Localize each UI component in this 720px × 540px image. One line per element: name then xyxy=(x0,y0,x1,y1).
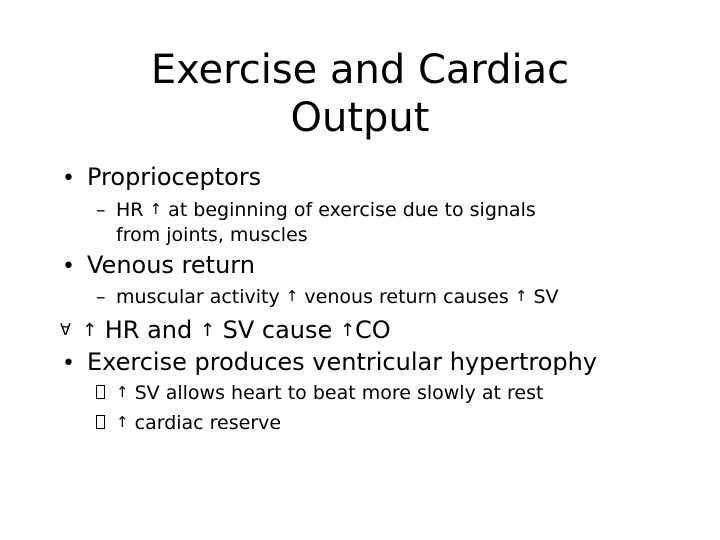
bullet-text: CO xyxy=(355,316,391,344)
sub-bullet-sv-slow-heart xyxy=(96,381,543,406)
bullet-ventricular-hypertrophy xyxy=(62,348,597,378)
sub-bullet-text: SV allows heart to beat more slowly at rest xyxy=(134,382,544,404)
sub-bullet-text: HR xyxy=(116,199,144,221)
up-arrow-icon: ↑ xyxy=(149,200,163,218)
sub-bullet-hr-signals xyxy=(96,198,616,247)
sub-bullet-text: cardiac reserve xyxy=(134,412,282,434)
up-arrow-icon: ↑ xyxy=(116,383,129,401)
sub-bullet-text: SV xyxy=(533,286,559,308)
up-arrow-icon: ↑ xyxy=(82,320,98,341)
bullet-marker: • xyxy=(62,166,75,191)
for-all-marker: ∀ xyxy=(60,320,71,339)
bullet-marker: • xyxy=(62,351,75,376)
sub-bullet-text: muscular activity xyxy=(116,286,280,308)
sub-bullet-text: at beginning of exercise due to signals xyxy=(168,199,536,221)
box-marker-icon xyxy=(96,411,114,435)
up-arrow-icon: ↑ xyxy=(339,320,356,341)
bullet-venous-return xyxy=(62,251,255,281)
slide-title-line-2: Output xyxy=(290,95,430,141)
bullet-proprioceptors xyxy=(62,163,261,193)
bullet-text: Venous return xyxy=(87,251,255,279)
bullet-text: HR and xyxy=(104,316,193,344)
bullet-text: SV cause xyxy=(222,316,333,344)
sub-bullet-cardiac-reserve xyxy=(96,411,281,436)
sub-bullet-text: venous return causes xyxy=(304,286,509,308)
up-arrow-icon: ↑ xyxy=(285,287,299,305)
up-arrow-icon: ↑ xyxy=(116,413,129,431)
bullet-text: Proprioceptors xyxy=(87,163,262,191)
up-arrow-icon: ↑ xyxy=(199,320,215,341)
sub-bullet-muscular-activity xyxy=(96,285,559,310)
slide-title-line-1: Exercise and Cardiac xyxy=(150,47,570,93)
bullet-marker: • xyxy=(62,254,75,279)
bullet-hr-sv-co xyxy=(60,316,391,347)
box-marker-icon xyxy=(96,381,114,405)
sub-bullet-text: from joints, muscles xyxy=(116,224,308,246)
dash-marker: – xyxy=(96,199,106,221)
up-arrow-icon: ↑ xyxy=(514,287,528,305)
dash-marker: – xyxy=(96,286,106,308)
bullet-text: Exercise produces ventricular hypertrophy xyxy=(87,348,598,376)
